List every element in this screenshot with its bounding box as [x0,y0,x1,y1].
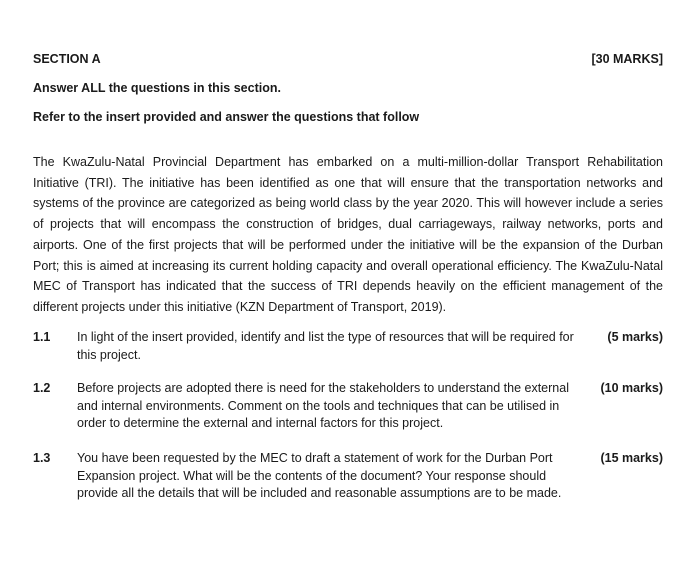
instruction-refer-insert: Refer to the insert provided and answer the questions that follow [33,110,420,124]
question-marks: (5 marks) [607,330,663,344]
question-number: 1.1 [33,330,51,344]
question-1-3 [33,450,663,506]
instruction-answer-all: Answer ALL the questions in this section. [33,81,281,95]
question-marks: (10 marks) [600,381,663,395]
question-text: In light of the insert provided, identify and list the type of resources that will be required for this project. [77,330,574,362]
question-text: Before projects are adopted there is need for the stakeholders to understand the external and internal environments. Comment on the tools and techniques that can be utilised in order to determine the external and internal factors for this project. [77,381,569,430]
question-text: You have been requested by the MEC to draft a statement of work for the Durban Port Expansion project. What will be the contents of the document? Your response should provide all the details that will be included and reasonable assumptions are to be made. [77,451,562,500]
question-number: 1.3 [33,451,51,465]
question-1-2 [33,380,663,436]
intro-paragraph: The KwaZulu-Natal Provincial Department has embarked on a multi-million-dollar Transport Rehabilitation Initiative (TRI). The initiative has been identified as one that will ensure that the transportation networks and systems of the province are categorized as being world class by the year 2020. This will however include a series of projects that will encompass the construction of bridges, dual carriageways, railway networks, ports and airports. One of the first projects that will be performed under the initiative will be the expansion of the Durban Port; this is aimed at increasing its current holding capacity and overall operational efficiency. The KwaZulu-Natal MEC of Transport has indicated that the success of TRI depends heavily on the efficient management of the different projects under this initiative (KZN Department of Transport, 2019). [33,155,663,314]
section-total-marks: [30 MARKS] [591,52,663,66]
question-marks: (15 marks) [600,451,663,465]
question-1-1 [33,329,663,369]
section-header [33,52,663,66]
question-number: 1.2 [33,381,51,395]
section-title: SECTION A [33,52,101,66]
